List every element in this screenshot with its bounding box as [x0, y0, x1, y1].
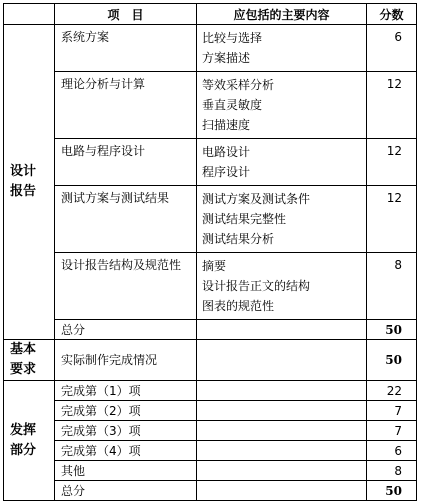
score-cell: 22 [367, 381, 417, 401]
total-score: 50 [367, 481, 417, 501]
contents-cell [197, 340, 367, 381]
item-cell: 完成第（3）项 [55, 421, 197, 441]
item-cell: 理论分析与计算 [55, 72, 197, 139]
score-cell: 6 [367, 25, 417, 72]
score-cell: 12 [367, 72, 417, 139]
header-score: 分数 [367, 4, 417, 25]
item-cell: 系统方案 [55, 25, 197, 72]
contents-cell [197, 401, 367, 421]
score-cell: 8 [367, 253, 417, 320]
contents-cell: 等效采样分析 垂直灵敏度 扫描速度 [197, 72, 367, 139]
score-cell: 8 [367, 461, 417, 481]
contents-cell: 电路设计 程序设计 [197, 139, 367, 186]
item-cell: 完成第（4）项 [55, 441, 197, 461]
total-score: 50 [367, 320, 417, 340]
contents-cell [197, 461, 367, 481]
item-cell: 完成第（1）项 [55, 381, 197, 401]
contents-cell [197, 441, 367, 461]
table-row [4, 441, 417, 461]
table-row [4, 253, 417, 320]
item-cell: 测试方案与测试结果 [55, 186, 197, 253]
table-row [4, 72, 417, 139]
item-cell: 设计报告结构及规范性 [55, 253, 197, 320]
header-blank [4, 4, 55, 25]
score-cell: 12 [367, 186, 417, 253]
score-cell: 7 [367, 401, 417, 421]
score-cell: 7 [367, 421, 417, 441]
section-label-extended: 发挥 部分 [4, 381, 55, 501]
item-cell: 其他 [55, 461, 197, 481]
table-row [4, 461, 417, 481]
header-row [4, 4, 417, 25]
table-row [4, 25, 417, 72]
table-row [4, 381, 417, 401]
header-item: 项 目 [55, 4, 197, 25]
contents-cell [197, 421, 367, 441]
table-row [4, 421, 417, 441]
table-row [4, 139, 417, 186]
section-label-design-report: 设计 报告 [4, 25, 55, 340]
score-cell: 50 [367, 340, 417, 381]
item-cell: 实际制作完成情况 [55, 340, 197, 381]
table-row [4, 186, 417, 253]
contents-cell: 测试方案及测试条件 测试结果完整性 测试结果分析 [197, 186, 367, 253]
item-cell: 电路与程序设计 [55, 139, 197, 186]
contents-cell: 比较与选择 方案描述 [197, 25, 367, 72]
table-row [4, 340, 417, 381]
total-row [4, 320, 417, 340]
total-label: 总分 [55, 481, 197, 501]
contents-cell: 摘要 设计报告正文的结构 图表的规范性 [197, 253, 367, 320]
score-cell: 12 [367, 139, 417, 186]
contents-cell [197, 381, 367, 401]
grading-table [3, 3, 417, 501]
total-label: 总分 [55, 320, 197, 340]
table-row [4, 401, 417, 421]
total-row [4, 481, 417, 501]
contents-cell [197, 320, 367, 340]
score-cell: 6 [367, 441, 417, 461]
contents-cell [197, 481, 367, 501]
section-label-basic: 基本 要求 [4, 340, 55, 381]
header-contents: 应包括的主要内容 [197, 4, 367, 25]
item-cell: 完成第（2）项 [55, 401, 197, 421]
